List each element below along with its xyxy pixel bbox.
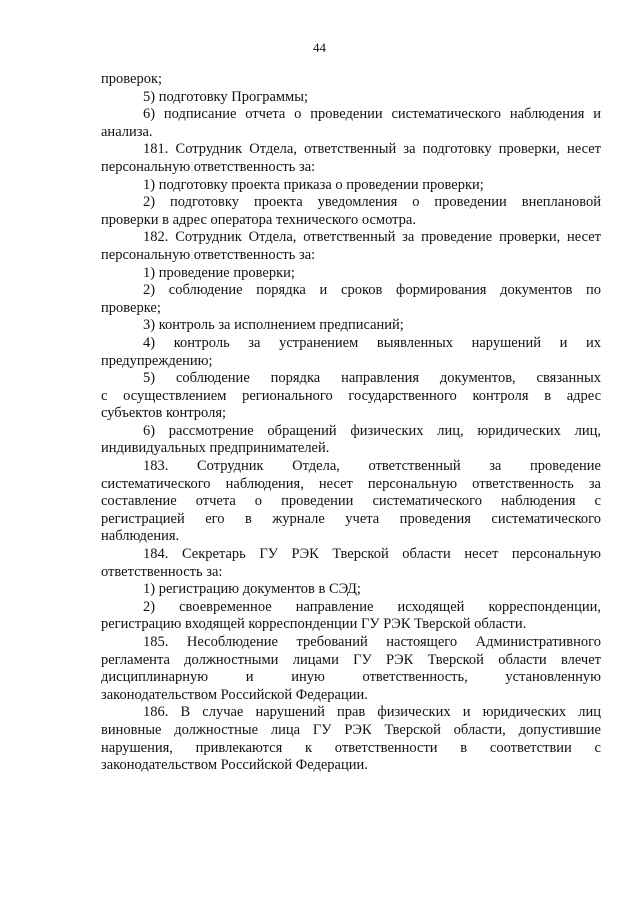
text-line: 183. Сотрудник Отдела, ответственный за проведение bbox=[143, 458, 601, 475]
text-line: анализа. bbox=[101, 123, 153, 140]
text-line: субъектов контроля; bbox=[101, 405, 227, 422]
text-line: проверки в адрес оператора технического осмотра. bbox=[101, 211, 416, 228]
document-body bbox=[101, 71, 601, 775]
text-line: виновные должностные лица ГУ РЭК Тверской области, допустившие bbox=[101, 721, 601, 738]
text-line: проверке; bbox=[101, 299, 161, 316]
text-line: 182. Сотрудник Отдела, ответственный за проведение проверки, несет bbox=[143, 229, 601, 246]
text-line: законодательством Российской Федерации. bbox=[101, 686, 368, 703]
text-line: составление отчета о проведении систематического наблюдения с bbox=[101, 493, 601, 510]
text-line: персональную ответственность за: bbox=[101, 158, 316, 175]
text-line: предупреждению; bbox=[101, 352, 213, 369]
text-line: систематического наблюдения, несет персональную ответственность за bbox=[101, 475, 601, 492]
text-line: 2) подготовку проекта уведомления о проведении внеплановой bbox=[143, 194, 601, 211]
text-line: проверок; bbox=[101, 71, 163, 87]
text-line: 1) подготовку проекта приказа о проведении проверки; bbox=[143, 176, 484, 193]
text-line: персональную ответственность за: bbox=[101, 246, 316, 263]
text-line: 181. Сотрудник Отдела, ответственный за подготовку проверки, несет bbox=[143, 141, 601, 158]
text-line: 6) рассмотрение обращений физических лиц, юридических лиц, bbox=[143, 422, 601, 439]
text-line: 184. Секретарь ГУ РЭК Тверской области несет персональную bbox=[143, 546, 601, 563]
text-line: регистрацию входящей корреспонденции ГУ РЭК Тверской области. bbox=[101, 616, 527, 633]
text-line: 6) подписание отчета о проведении систематического наблюдения и bbox=[143, 106, 601, 123]
text-line: нарушения, привлекаются к ответственности в соответствии с bbox=[101, 739, 601, 756]
text-line: ответственность за: bbox=[101, 563, 223, 580]
text-line: 2) соблюдение порядка и сроков формирования документов по bbox=[143, 282, 601, 299]
text-line: индивидуальных предпринимателей. bbox=[101, 440, 330, 457]
text-line: наблюдения. bbox=[101, 528, 180, 545]
text-line: 1) проведение проверки; bbox=[143, 264, 295, 281]
page-number: 44 bbox=[313, 40, 326, 55]
text-line: 3) контроль за исполнением предписаний; bbox=[143, 317, 404, 334]
text-line: регистрацией его в журнале учета проведения систематического bbox=[101, 510, 601, 527]
text-line: с осуществлением регионального государственного контроля в адрес bbox=[101, 387, 601, 404]
text-line: 186. В случае нарушений прав физических и юридических лиц bbox=[143, 704, 601, 721]
text-line: регламента должностными лицами ГУ РЭК Тверской области влечет bbox=[101, 651, 601, 668]
text-line: дисциплинарную и иную ответственность, установленную bbox=[101, 669, 601, 686]
text-line: законодательством Российской Федерации. bbox=[101, 757, 368, 774]
text-line: 4) контроль за устранением выявленных нарушений и их bbox=[143, 334, 601, 351]
text-line: 2) своевременное направление исходящей корреспонденции, bbox=[143, 598, 601, 615]
text-line: 1) регистрацию документов в СЭД; bbox=[143, 581, 361, 598]
text-line: 5) соблюдение порядка направления документов, связанных bbox=[143, 370, 601, 387]
text-line: 5) подготовку Программы; bbox=[143, 88, 309, 105]
text-line: 185. Несоблюдение требований настоящего Административного bbox=[143, 634, 601, 650]
